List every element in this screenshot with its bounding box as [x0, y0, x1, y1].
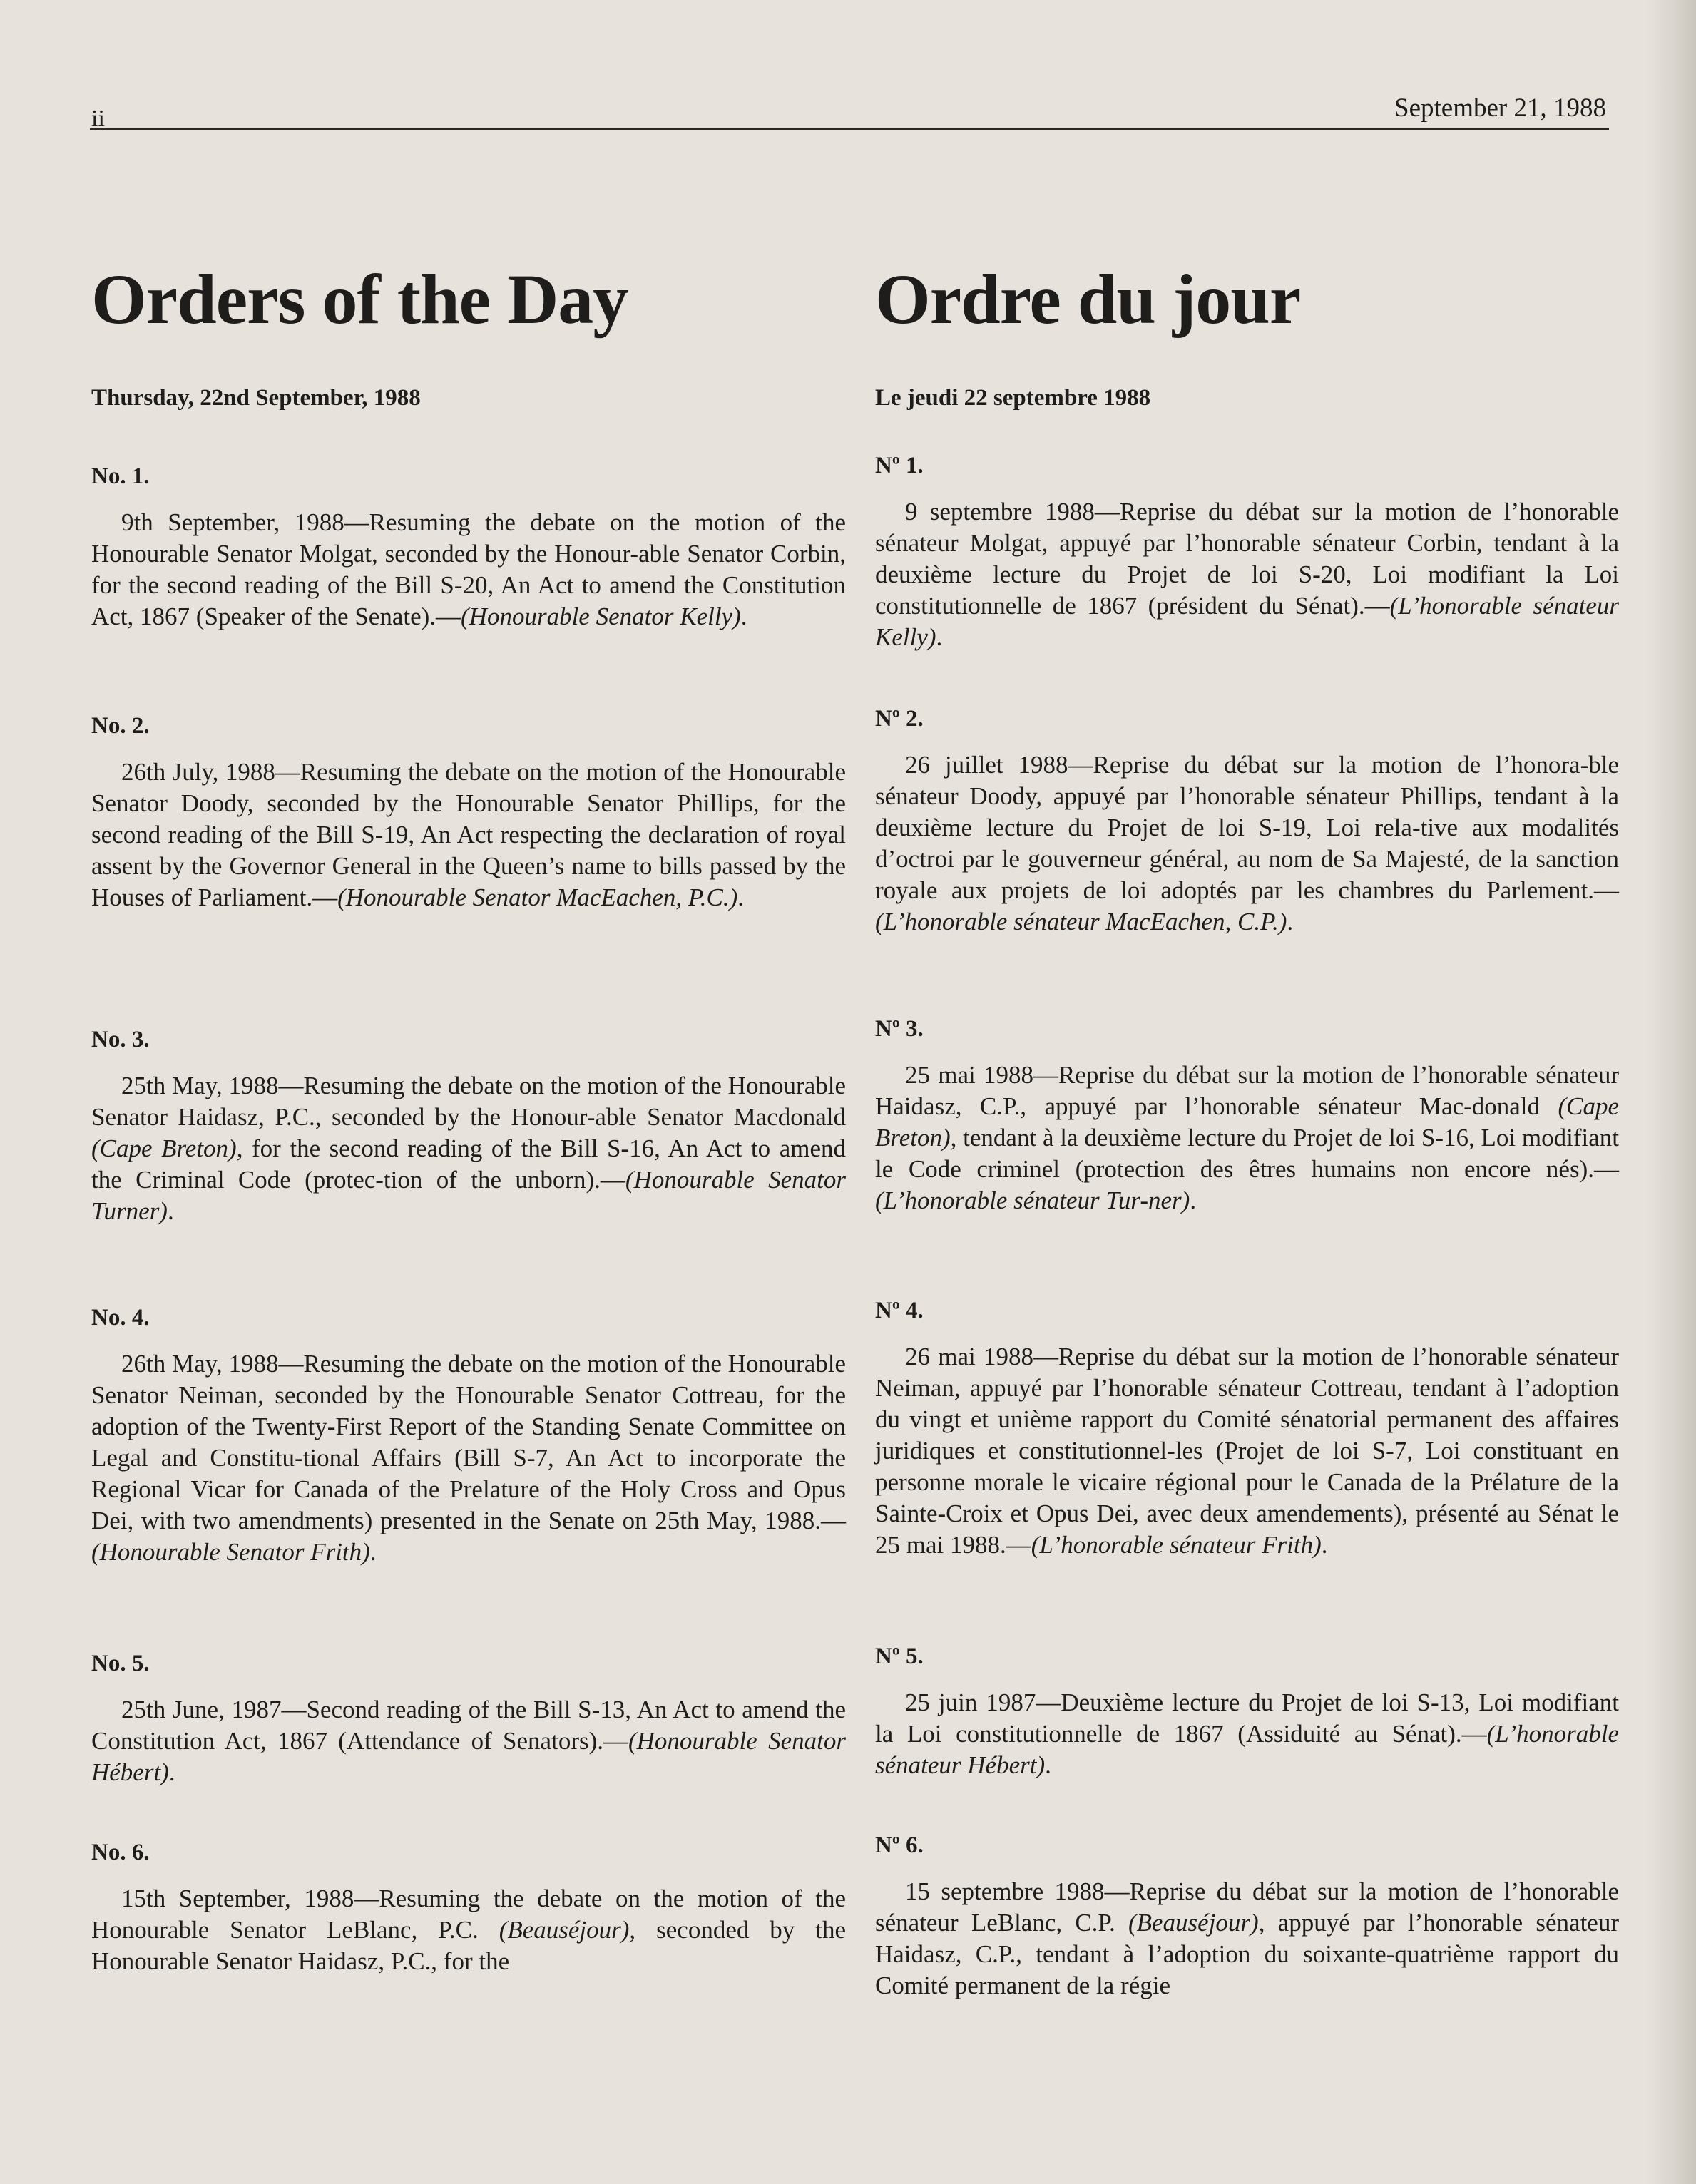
item-text: 25 mai 1988—Reprise du débat sur la motion de l’honorable sénateur Haidasz, C.P., appuyé par l’honorable sénateur Mac-donald (Cape Breton), tendant à la deuxième lecture du Projet de loi S-16, Loi modifiant le Code criminel (protection des êtres humains non encore nés).—(L’honorable sénateur Tur-ner).: [875, 1061, 1619, 1214]
french-item-1: [875, 453, 1619, 653]
french-title: Ordre du jour: [875, 260, 1301, 339]
page-spine-shadow: [1646, 0, 1696, 2184]
english-item-4: [91, 1305, 846, 1568]
item-number: Nº 5.: [875, 1644, 924, 1669]
header-date: September 21, 1988: [1394, 93, 1606, 123]
item-text: 26th May, 1988—Resuming the debate on the motion of the Honourable Senator Neiman, seconded by the Honourable Senator Cottreau, for the adoption of the Twenty-First Report of the Standing Senate Committee on Legal and Constitu-tional Affairs (Bill S-7, An Act to incorporate the Regional Vicar for Canada of the Prelature of the Holy Cross and Opus Dei, with two amendments) presented in the Senate on 25th May, 1988.—(Honourable Senator Frith).: [91, 1350, 846, 1566]
french-date-heading: Le jeudi 22 septembre 1988: [875, 385, 1151, 411]
english-item-6: [91, 1840, 846, 1977]
english-date-heading: Thursday, 22nd September, 1988: [91, 385, 421, 411]
item-number: No. 2.: [91, 713, 150, 739]
item-text: 15 septembre 1988—Reprise du débat sur la motion de l’honorable sénateur LeBlanc, C.P. (Beauséjour), appuyé par l’honorable sénateur Haidasz, C.P., tendant à l’adoption du soixante-quatrième rapport du Comité permanent de la régie: [875, 1877, 1619, 1999]
english-item-1: [91, 463, 846, 632]
item-number: No. 3.: [91, 1027, 150, 1052]
item-number: No. 5.: [91, 1651, 150, 1676]
item-number: Nº 2.: [875, 706, 924, 732]
item-text: 15th September, 1988—Resuming the debate on the motion of the Honourable Senator LeBlanc, P.C. (Beauséjour), seconded by the Honourable Senator Haidasz, P.C., for the: [91, 1885, 847, 1975]
english-column: [91, 260, 847, 1975]
item-number: Nº 1.: [875, 453, 924, 478]
french-item-6: [875, 1832, 1619, 2001]
french-item-2: [875, 706, 1619, 938]
item-text: 9 septembre 1988—Reprise du débat sur la motion de l’honorable sénateur Molgat, appuyé par l’honorable sénateur Corbin, tendant à la deuxième lecture du Projet de loi S-20, Loi modifiant la Loi constitutionnelle de 1867 (président du Sénat).—(L’honorable sénateur Kelly).: [875, 498, 1619, 651]
item-number: No. 6.: [91, 1840, 150, 1865]
english-item-2: [91, 713, 846, 913]
item-number: Nº 4.: [875, 1298, 924, 1323]
english-item-3: [91, 1027, 846, 1227]
header-rule: [90, 128, 1609, 130]
item-text: 26 juillet 1988—Reprise du débat sur la motion de l’honora-ble sénateur Doody, appuyé par l’honorable sénateur Phillips, tendant à la deuxième lecture du Projet de loi S-19, Loi rela-tive aux modalités d’octroi par le gouverneur général, au nom de Sa Majesté, de la sanction royale aux projets de loi adoptés par les chambres du Parlement.—(L’honorable sénateur MacEachen, C.P.).: [875, 751, 1619, 935]
english-item-5: [91, 1651, 846, 1788]
item-number: No. 4.: [91, 1305, 150, 1331]
item-text: 25th May, 1988—Resuming the debate on the motion of the Honourable Senator Haidasz, P.C., seconded by the Honour-able Senator Macdonald (Cape Breton), for the second reading of the Bill S-16, An Act to amend the Criminal Code (protec-tion of the unborn).—(Honourable Senator Turner).: [91, 1072, 846, 1225]
item-number: Nº 6.: [875, 1832, 924, 1858]
page-number: ii: [91, 106, 105, 132]
item-number: No. 1.: [91, 463, 150, 489]
english-title: Orders of the Day: [91, 260, 628, 339]
item-text: 26th July, 1988—Resuming the debate on the motion of the Honourable Senator Doody, seconded by the Honourable Senator Phillips, for the second reading of the Bill S-19, An Act respecting the declaration of royal assent by the Governor General in the Queen’s name to bills passed by the Houses of Parliament.—(Honourable Senator MacEachen, P.C.).: [91, 758, 846, 911]
french-column: [875, 260, 1619, 1999]
item-text: 25 juin 1987—Deuxième lecture du Projet de loi S-13, Loi modifiant la Loi constitutionnelle de 1867 (Assiduité au Sénat).—(L’honorable sénateur Hébert).: [875, 1688, 1619, 1779]
french-item-3: [875, 1016, 1619, 1216]
french-item-5: [875, 1644, 1619, 1781]
item-text: 26 mai 1988—Reprise du débat sur la motion de l’honorable sénateur Neiman, appuyé par l’honorable sénateur Cottreau, tendant à l’adoption du vingt et unième rapport du Comité sénatorial permanent des affaires juridiques et constitutionnel-les (Projet de loi S-7, Loi constituant en personne morale le vicaire régional pour le Canada de la Prélature de la Sainte-Croix et Opus Dei, avec deux amendements), présenté au Sénat le 25 mai 1988.—(L’honorable sénateur Frith).: [875, 1343, 1619, 1559]
item-text: 9th September, 1988—Resuming the debate on the motion of the Honourable Senator Molgat, seconded by the Honour-able Senator Corbin, for the second reading of the Bill S-20, An Act to amend the Constitution Act, 1867 (Speaker of the Senate).—(Honourable Senator Kelly).: [91, 508, 846, 630]
item-number: Nº 3.: [875, 1016, 924, 1042]
french-item-4: [875, 1298, 1619, 1561]
item-text: 25th June, 1987—Second reading of the Bill S-13, An Act to amend the Constitution Act, 1867 (Attendance of Senators).—(Honourable Senator Hébert).: [91, 1696, 846, 1786]
